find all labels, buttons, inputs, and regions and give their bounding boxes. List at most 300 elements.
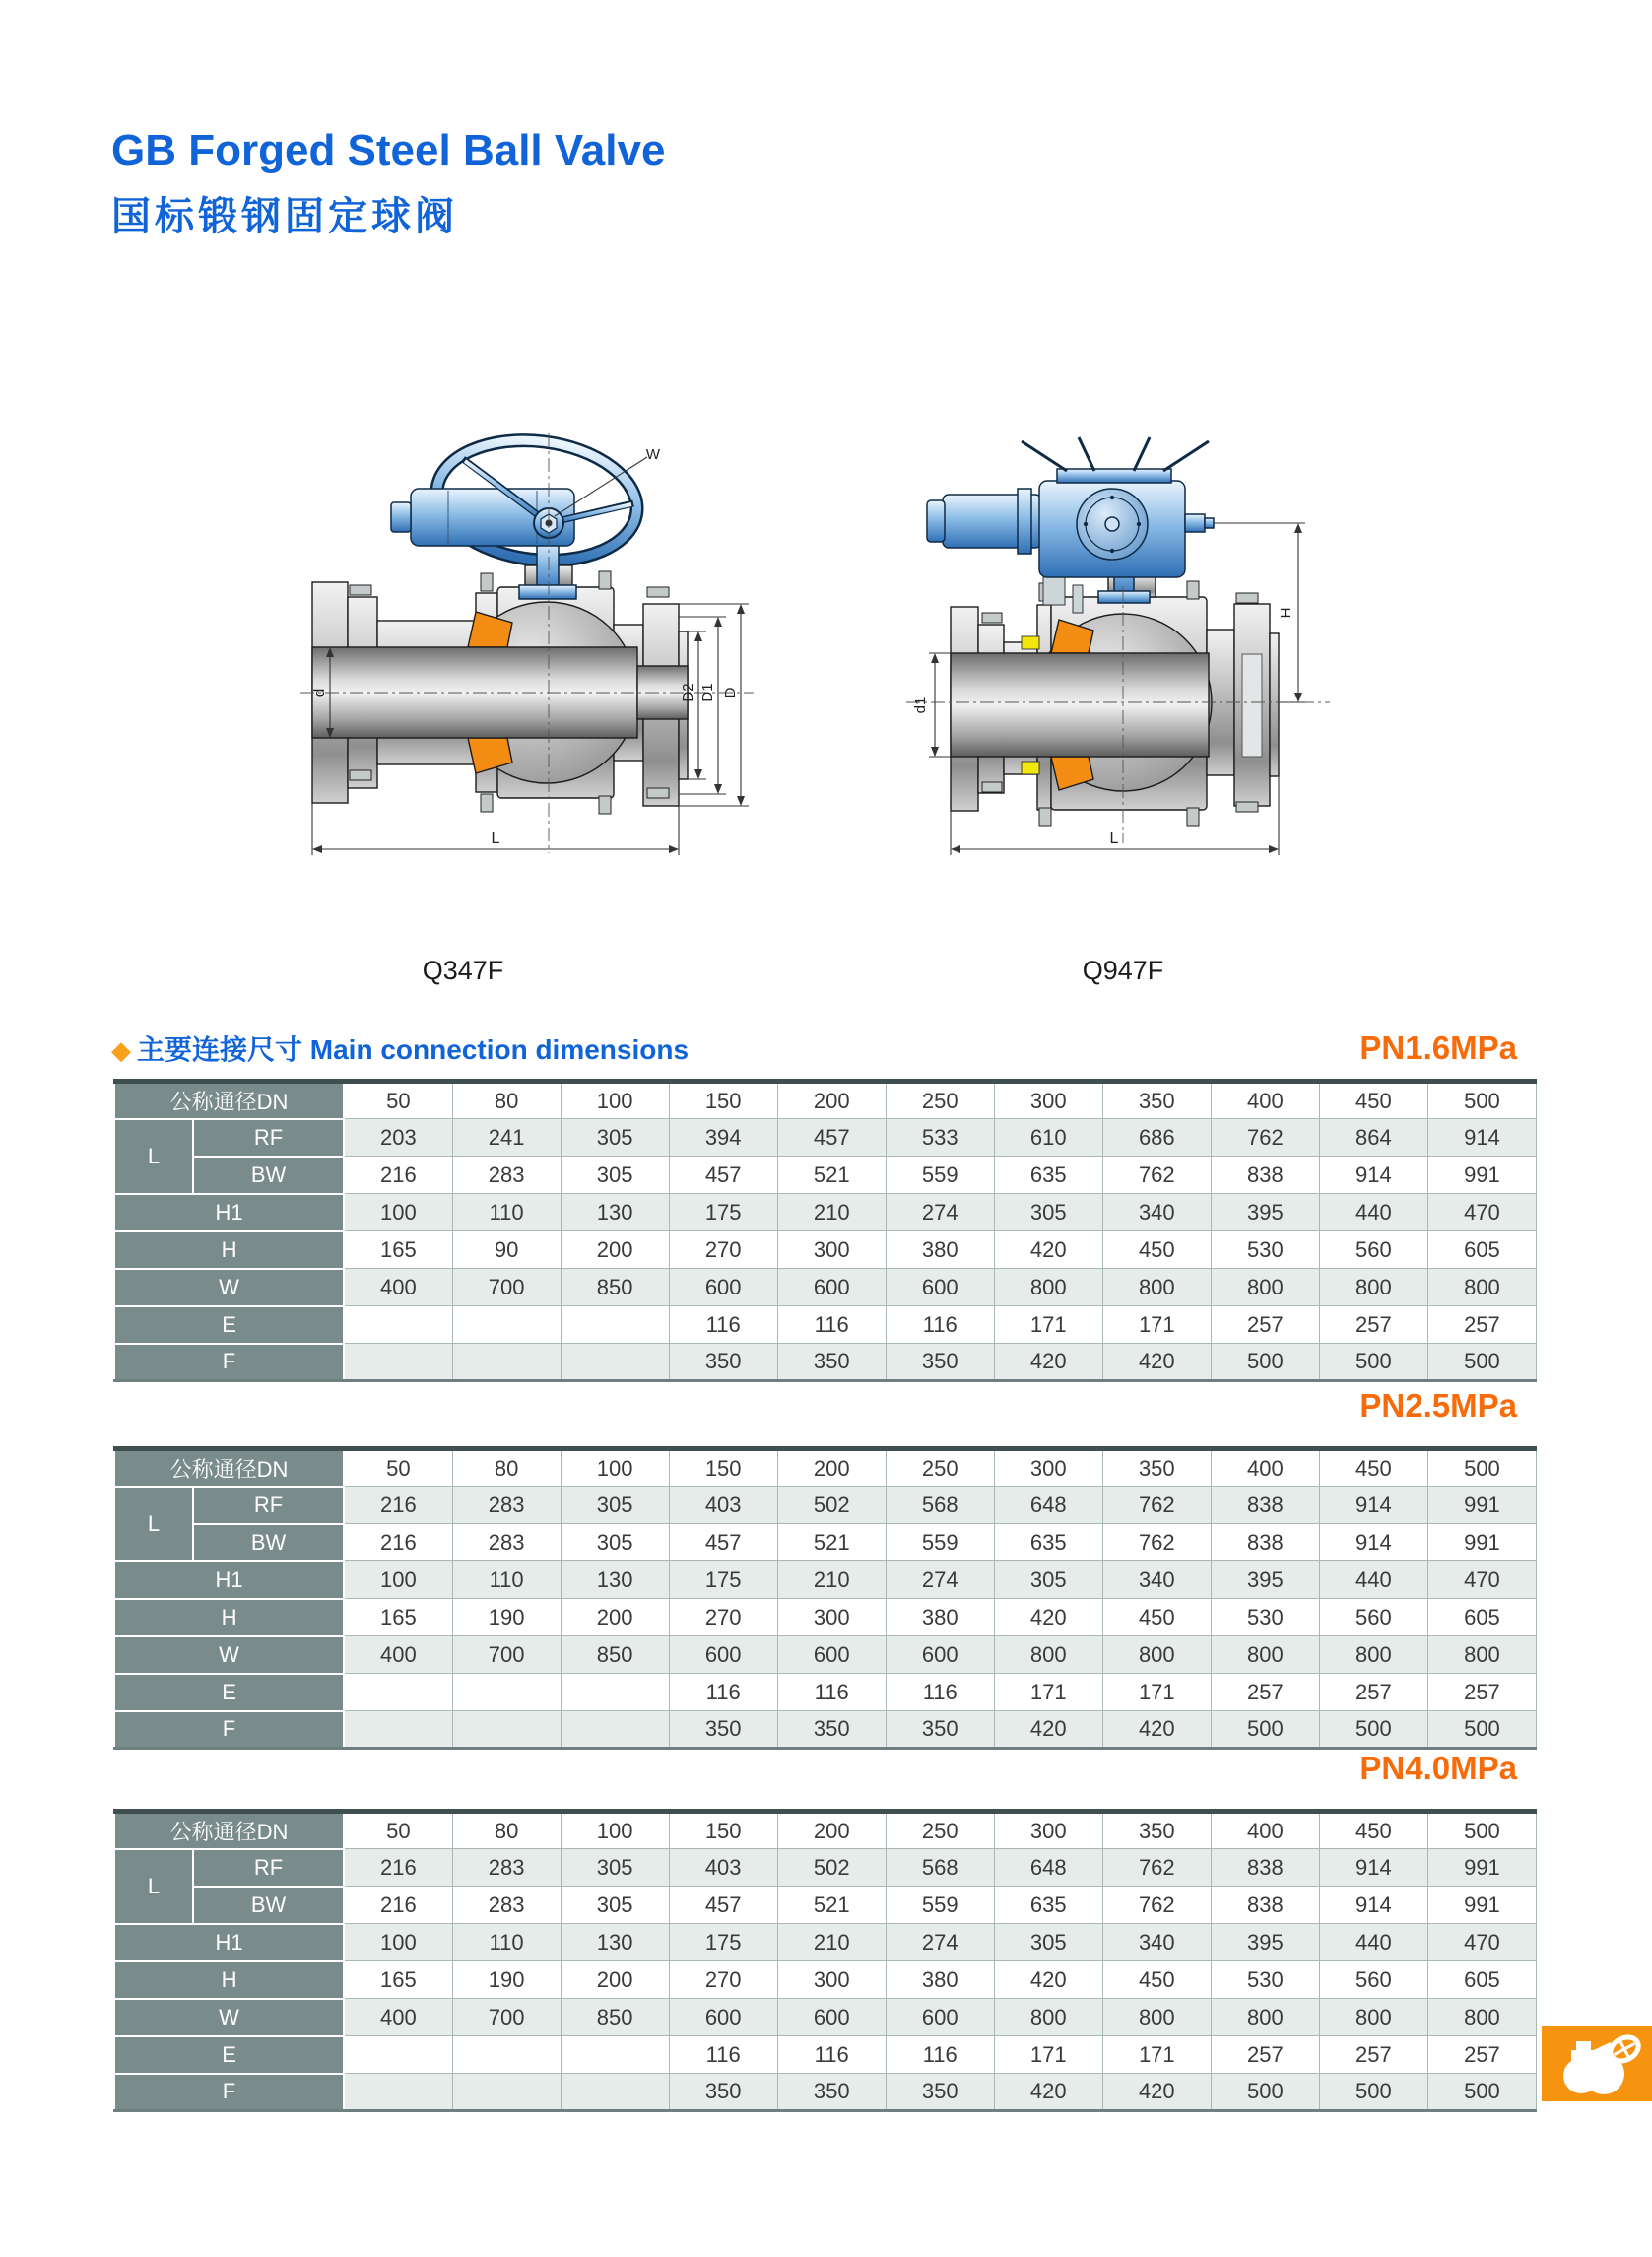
table-row-dn [114,1082,1537,1119]
cell-w-6: 800 [994,1269,1102,1306]
cell-h-9: 560 [1319,1599,1427,1636]
cell-h-5: 380 [886,1599,994,1636]
cell-w-4: 600 [777,1999,886,2036]
cell-bw-5: 559 [886,1887,994,1924]
table-row-f [114,1711,1537,1749]
cell-h-10: 605 [1427,1599,1536,1636]
cell-w-7: 800 [1102,1269,1211,1306]
cell-h1-10: 470 [1427,1194,1536,1231]
cell-w-4: 600 [777,1269,886,1306]
cell-dn-7: 350 [1102,1082,1211,1119]
cell-f-0 [344,1344,452,1381]
cell-dn-4: 200 [777,1449,886,1487]
cell-bw-8: 838 [1211,1524,1319,1561]
cell-rf-10: 914 [1427,1119,1536,1157]
row-header-l: L [114,1487,193,1561]
pressure-label-pn16: PN1.6MPa [1359,1029,1517,1066]
cell-bw-1: 283 [452,1524,561,1561]
cell-h-5: 380 [886,1231,994,1269]
cell-dn-10: 500 [1427,1449,1536,1487]
seal-upper [1022,636,1039,649]
cell-e-8: 257 [1211,1306,1319,1344]
cell-rf-8: 838 [1211,1849,1319,1887]
row-header-w: W [114,1269,344,1306]
section-header [111,1029,1517,1068]
cell-f-6: 420 [994,1344,1102,1381]
cell-rf-5: 533 [886,1119,994,1157]
cell-f-5: 350 [886,1344,994,1381]
cell-rf-1: 241 [452,1119,561,1157]
cell-bw-0: 216 [344,1524,452,1561]
cell-bw-7: 762 [1102,1887,1211,1924]
cell-h1-4: 210 [777,1194,886,1231]
cell-bw-0: 216 [344,1887,452,1924]
cell-h-3: 270 [669,1231,777,1269]
row-header-h1: H1 [114,1924,344,1961]
page-title: GB Forged Steel Ball Valve [111,126,666,174]
cell-h-2: 200 [561,1599,669,1636]
cell-rf-0: 216 [344,1849,452,1887]
cell-w-9: 800 [1319,1636,1427,1674]
cell-w-9: 800 [1319,1999,1427,2036]
section-title [111,1029,689,1068]
cell-rf-6: 648 [994,1487,1102,1524]
row-header-dn: 公称通径DN [114,1082,344,1119]
cell-h-9: 560 [1319,1231,1427,1269]
cell-f-7: 420 [1102,1711,1211,1749]
cell-dn-6: 300 [994,1812,1102,1849]
row-header-e: E [114,2036,344,2074]
dimensions-table-pn25 [113,1446,1537,1750]
cell-h1-8: 395 [1211,1561,1319,1599]
table-row-h [114,1599,1537,1636]
cell-f-7: 420 [1102,1344,1211,1381]
table-row-f [114,2074,1537,2111]
table-row-rf [114,1849,1537,1887]
cell-dn-2: 100 [561,1449,669,1487]
cell-h-1: 190 [452,1961,561,1999]
cell-rf-2: 305 [561,1849,669,1887]
cell-bw-6: 635 [994,1524,1102,1561]
cell-bw-6: 635 [994,1887,1102,1924]
cell-h-4: 300 [777,1961,886,1999]
cell-rf-0: 203 [344,1119,452,1157]
row-header-rf: RF [193,1487,344,1524]
page-subtitle-chinese: 国标锻钢固定球阀 [111,195,458,238]
cell-dn-5: 250 [886,1449,994,1487]
cell-e-3: 116 [669,1674,777,1711]
cell-e-5: 116 [886,1306,994,1344]
cell-w-5: 600 [886,1999,994,2036]
cell-f-9: 500 [1319,1344,1427,1381]
ball-valve-logo-glyph [1542,2026,1652,2101]
row-header-h1: H1 [114,1561,344,1599]
cell-h1-3: 175 [669,1194,777,1231]
cell-rf-7: 686 [1102,1119,1211,1157]
row-header-dn: 公称通径DN [114,1812,344,1849]
cell-h1-0: 100 [344,1194,452,1231]
cell-rf-0: 216 [344,1487,452,1524]
row-header-w: W [114,1999,344,2036]
cell-e-0 [344,2036,452,2074]
cell-rf-4: 457 [777,1119,886,1157]
cell-f-2 [561,2074,669,2111]
cell-h1-2: 130 [561,1924,669,1961]
cell-bw-0: 216 [344,1157,452,1194]
cell-dn-6: 300 [994,1449,1102,1487]
cell-h1-8: 395 [1211,1194,1319,1231]
cell-bw-4: 521 [777,1157,886,1194]
cell-h-9: 560 [1319,1961,1427,1999]
cell-bw-4: 521 [777,1524,886,1561]
cell-h-8: 530 [1211,1599,1319,1636]
cell-dn-9: 450 [1319,1812,1427,1849]
cell-h-4: 300 [777,1599,886,1636]
cell-w-6: 800 [994,1636,1102,1674]
cell-e-10: 257 [1427,2036,1536,2074]
cell-h1-9: 440 [1319,1561,1427,1599]
electric-actuator [927,437,1214,613]
cell-h1-6: 305 [994,1924,1102,1961]
cell-h1-0: 100 [344,1924,452,1961]
cell-e-5: 116 [886,2036,994,2074]
table-row-w [114,1999,1537,2036]
cell-w-8: 800 [1211,1999,1319,2036]
row-header-l: L [114,1119,193,1194]
cell-h-3: 270 [669,1961,777,1999]
cell-rf-2: 305 [561,1487,669,1524]
cell-dn-3: 150 [669,1812,777,1849]
dim-label-d1: d1 [912,697,929,714]
cell-h1-3: 175 [669,1561,777,1599]
cell-dn-4: 200 [777,1082,886,1119]
cell-bw-9: 914 [1319,1157,1427,1194]
ball-valve-logo [1542,2026,1652,2101]
cell-h1-5: 274 [886,1924,994,1961]
diamond-icon: ◆ [111,1035,131,1065]
cell-e-9: 257 [1319,1306,1427,1344]
cell-h-1: 90 [452,1231,561,1269]
cell-f-10: 500 [1427,1711,1536,1749]
cell-f-6: 420 [994,2074,1102,2111]
cell-bw-10: 991 [1427,1157,1536,1194]
cell-e-0 [344,1674,452,1711]
cell-f-8: 500 [1211,1711,1319,1749]
cell-h-3: 270 [669,1599,777,1636]
cell-h-6: 420 [994,1599,1102,1636]
cell-bw-3: 457 [669,1157,777,1194]
table-row-w [114,1269,1537,1306]
cell-rf-6: 610 [994,1119,1102,1157]
cell-bw-1: 283 [452,1887,561,1924]
cell-f-0 [344,1711,452,1749]
cell-bw-2: 305 [561,1887,669,1924]
cell-bw-7: 762 [1102,1524,1211,1561]
cell-h1-7: 340 [1102,1194,1211,1231]
valve-body [312,565,688,806]
cell-h1-1: 110 [452,1194,561,1231]
cell-h1-3: 175 [669,1924,777,1961]
cell-rf-9: 914 [1319,1849,1427,1887]
cell-w-0: 400 [344,1636,452,1674]
cell-w-0: 400 [344,1999,452,2036]
cell-h1-1: 110 [452,1924,561,1961]
cell-dn-3: 150 [669,1449,777,1487]
cell-h-8: 530 [1211,1231,1319,1269]
cell-f-10: 500 [1427,1344,1536,1381]
cell-rf-9: 914 [1319,1487,1427,1524]
cell-w-3: 600 [669,1999,777,2036]
q947f-caption: Q947F [1082,956,1164,985]
cell-w-8: 800 [1211,1269,1319,1306]
cell-dn-8: 400 [1211,1082,1319,1119]
cell-w-10: 800 [1427,1999,1536,2036]
cell-e-6: 171 [994,1306,1102,1344]
cell-rf-9: 864 [1319,1119,1427,1157]
row-header-dn: 公称通径DN [114,1449,344,1487]
cell-e-4: 116 [777,1306,886,1344]
cell-rf-8: 838 [1211,1487,1319,1524]
cell-dn-0: 50 [344,1082,452,1119]
cell-w-9: 800 [1319,1269,1427,1306]
row-header-h1: H1 [114,1194,344,1231]
cell-f-9: 500 [1319,2074,1427,2111]
table-row-h [114,1961,1537,1999]
cell-e-4: 116 [777,2036,886,2074]
cell-h-7: 450 [1102,1231,1211,1269]
cell-h1-0: 100 [344,1561,452,1599]
cell-w-0: 400 [344,1269,452,1306]
cell-w-1: 700 [452,1999,561,2036]
table-row-f [114,1344,1537,1381]
cell-h1-5: 274 [886,1561,994,1599]
cell-dn-9: 450 [1319,1082,1427,1119]
cell-rf-3: 403 [669,1487,777,1524]
table-row-e [114,1306,1537,1344]
row-header-f: F [114,2074,344,2111]
cell-dn-2: 100 [561,1812,669,1849]
cell-h-7: 450 [1102,1961,1211,1999]
cell-h1-2: 130 [561,1194,669,1231]
cell-rf-1: 283 [452,1849,561,1887]
cell-h-5: 380 [886,1961,994,1999]
cell-h1-6: 305 [994,1194,1102,1231]
cell-dn-6: 300 [994,1082,1102,1119]
cell-f-1 [452,1344,561,1381]
cell-bw-4: 521 [777,1887,886,1924]
cell-bw-10: 991 [1427,1524,1536,1561]
cell-bw-5: 559 [886,1157,994,1194]
cell-e-3: 116 [669,1306,777,1344]
table-row-bw [114,1157,1537,1194]
dim-label-h: H [1278,607,1294,619]
cell-e-3: 116 [669,2036,777,2074]
cell-dn-5: 250 [886,1812,994,1849]
cell-e-6: 171 [994,1674,1102,1711]
cell-f-8: 500 [1211,2074,1319,2111]
cell-rf-10: 991 [1427,1849,1536,1887]
row-header-rf: RF [193,1119,344,1157]
cell-e-4: 116 [777,1674,886,1711]
cell-bw-8: 838 [1211,1157,1319,1194]
dimensions-table-pn16 [113,1079,1537,1382]
q347f-valve-drawing [300,430,763,991]
cell-f-2 [561,1344,669,1381]
connection-dimensions-table [113,1446,1537,1750]
cell-dn-1: 80 [452,1449,561,1487]
row-header-h: H [114,1961,344,1999]
cell-dn-7: 350 [1102,1449,1211,1487]
cell-w-7: 800 [1102,1636,1211,1674]
cell-dn-8: 400 [1211,1812,1319,1849]
cell-h1-9: 440 [1319,1194,1427,1231]
cell-f-1 [452,2074,561,2111]
cell-rf-2: 305 [561,1119,669,1157]
connection-dimensions-table [113,1079,1537,1382]
cell-h-2: 200 [561,1961,669,1999]
cell-f-3: 350 [669,1344,777,1381]
pressure-label-pn25: PN2.5MPa [1359,1387,1517,1424]
cell-f-5: 350 [886,1711,994,1749]
cell-f-5: 350 [886,2074,994,2111]
cell-bw-9: 914 [1319,1524,1427,1561]
cell-bw-5: 559 [886,1524,994,1561]
cell-w-2: 850 [561,1999,669,2036]
q947f-valve-drawing [892,430,1355,991]
cell-h1-5: 274 [886,1194,994,1231]
dim-label-d2: D2 [680,683,696,702]
cell-h-6: 420 [994,1961,1102,1999]
cell-dn-1: 80 [452,1812,561,1849]
cell-f-7: 420 [1102,2074,1211,2111]
cell-w-3: 600 [669,1636,777,1674]
cell-w-4: 600 [777,1636,886,1674]
cell-f-1 [452,1711,561,1749]
cell-f-2 [561,1711,669,1749]
dim-label-d: d [311,688,328,697]
table-row-h1 [114,1561,1537,1599]
cell-w-5: 600 [886,1269,994,1306]
table-row-e [114,1674,1537,1711]
cell-rf-4: 502 [777,1849,886,1887]
cell-dn-2: 100 [561,1082,669,1119]
table-row-dn [114,1449,1537,1487]
row-header-bw: BW [193,1887,344,1924]
cell-f-3: 350 [669,2074,777,2111]
table-row-h [114,1231,1537,1269]
cell-h-0: 165 [344,1599,452,1636]
cell-h-1: 190 [452,1599,561,1636]
connection-dimensions-table [113,1809,1537,2112]
cell-e-8: 257 [1211,1674,1319,1711]
cell-h1-10: 470 [1427,1924,1536,1961]
cell-h1-8: 395 [1211,1924,1319,1961]
cell-w-6: 800 [994,1999,1102,2036]
cell-dn-5: 250 [886,1082,994,1119]
cell-f-10: 500 [1427,2074,1536,2111]
cell-bw-9: 914 [1319,1887,1427,1924]
cell-rf-6: 648 [994,1849,1102,1887]
cell-h-7: 450 [1102,1599,1211,1636]
cell-f-6: 420 [994,1711,1102,1749]
cell-f-4: 350 [777,1711,886,1749]
dim-label-big-d: D [722,687,739,698]
cell-bw-1: 283 [452,1157,561,1194]
cell-h1-4: 210 [777,1561,886,1599]
cell-h-6: 420 [994,1231,1102,1269]
row-header-h: H [114,1599,344,1636]
cell-w-10: 800 [1427,1636,1536,1674]
table-row-rf [114,1119,1537,1157]
cell-w-3: 600 [669,1269,777,1306]
table-row-h1 [114,1924,1537,1961]
cell-w-2: 850 [561,1636,669,1674]
cell-h-10: 605 [1427,1231,1536,1269]
cell-w-1: 700 [452,1636,561,1674]
cell-bw-6: 635 [994,1157,1102,1194]
dim-label-w: W [645,446,661,463]
cell-e-5: 116 [886,1674,994,1711]
pressure-label-pn40: PN4.0MPa [1359,1750,1517,1786]
cell-rf-7: 762 [1102,1849,1211,1887]
cell-f-8: 500 [1211,1344,1319,1381]
cell-rf-3: 394 [669,1119,777,1157]
cell-e-2 [561,1306,669,1344]
cell-e-8: 257 [1211,2036,1319,2074]
cell-h1-4: 210 [777,1924,886,1961]
table-row-dn [114,1812,1537,1849]
cell-bw-3: 457 [669,1524,777,1561]
cell-h-0: 165 [344,1231,452,1269]
cell-bw-8: 838 [1211,1887,1319,1924]
cell-bw-10: 991 [1427,1887,1536,1924]
cell-rf-7: 762 [1102,1487,1211,1524]
cell-e-2 [561,2036,669,2074]
cell-f-3: 350 [669,1711,777,1749]
cell-e-1 [452,2036,561,2074]
cell-w-2: 850 [561,1269,669,1306]
section-title-text: 主要连接尺寸 Main connection dimensions [137,1034,690,1065]
cell-h1-10: 470 [1427,1561,1536,1599]
table-row-bw [114,1524,1537,1561]
valve-body [951,573,1279,811]
cell-h1-6: 305 [994,1561,1102,1599]
cell-e-10: 257 [1427,1306,1536,1344]
cell-bw-2: 305 [561,1157,669,1194]
cell-h-4: 300 [777,1231,886,1269]
cell-dn-0: 50 [344,1812,452,1849]
cell-dn-3: 150 [669,1082,777,1119]
cell-h-8: 530 [1211,1961,1319,1999]
dim-label-d1: D1 [699,683,716,702]
row-header-bw: BW [193,1524,344,1561]
cell-h1-2: 130 [561,1561,669,1599]
cell-w-7: 800 [1102,1999,1211,2036]
cell-h1-1: 110 [452,1561,561,1599]
cell-rf-10: 991 [1427,1487,1536,1524]
cell-dn-10: 500 [1427,1082,1536,1119]
cell-e-2 [561,1674,669,1711]
cell-w-10: 800 [1427,1269,1536,1306]
cell-rf-5: 568 [886,1849,994,1887]
cell-e-9: 257 [1319,2036,1427,2074]
row-header-rf: RF [193,1849,344,1887]
cell-dn-9: 450 [1319,1449,1427,1487]
cell-w-5: 600 [886,1636,994,1674]
table-row-w [114,1636,1537,1674]
row-header-e: E [114,1674,344,1711]
cell-f-4: 350 [777,2074,886,2111]
